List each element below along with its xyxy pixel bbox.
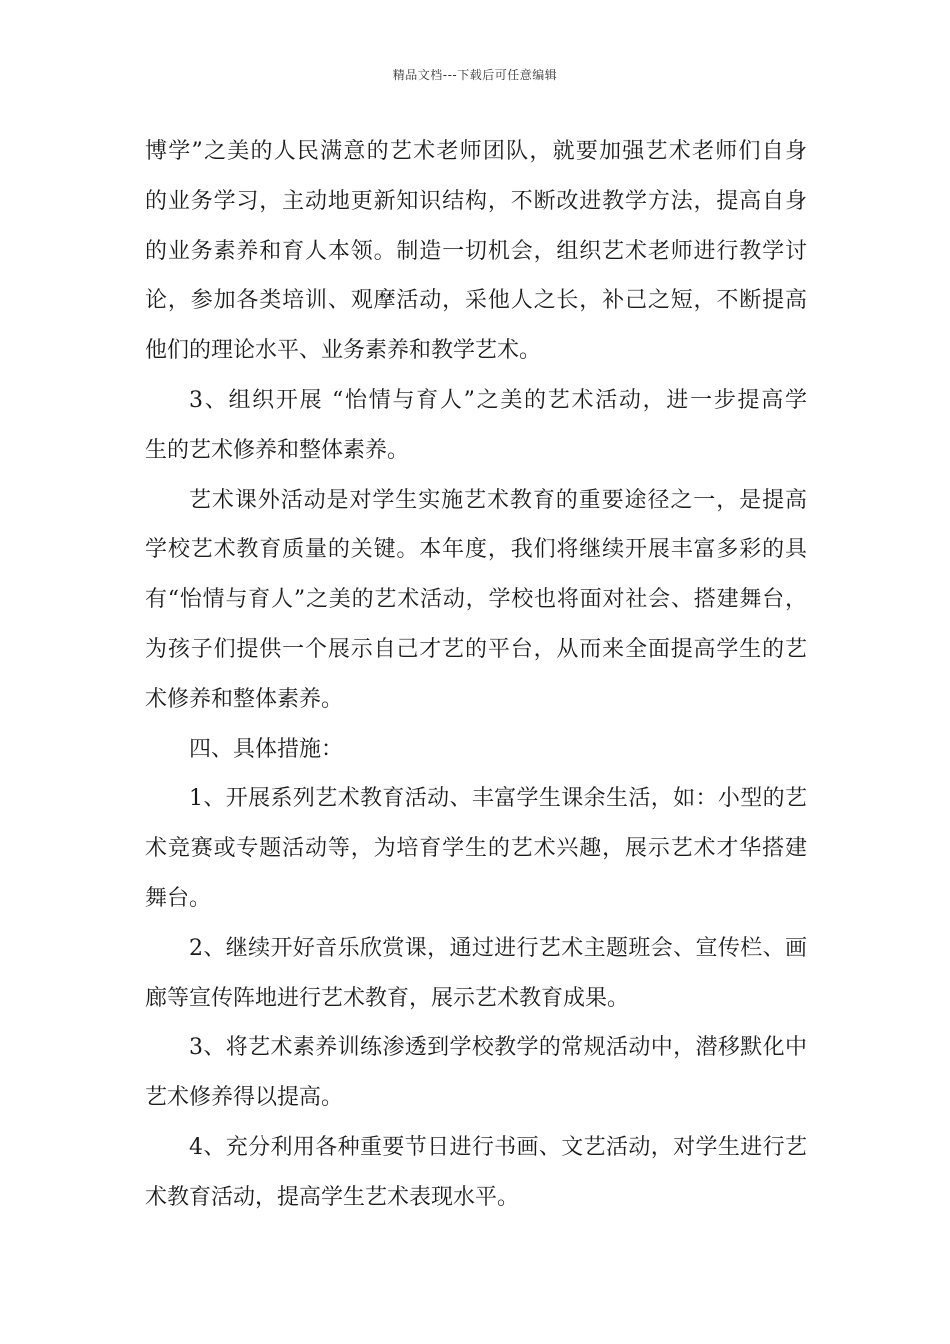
text-line: 的业务素养和育人本领。制造一切机会，组织艺术老师进行教学讨 (145, 238, 807, 264)
text-line: 3、组织开展 “怡情与育人”之美的艺术活动，进一步提高学 (189, 387, 807, 413)
text-line: 术竞赛或专题活动等，为培育学生的艺术兴趣，展示艺术才华搭建 (145, 836, 807, 862)
text-line: 有“怡情与育人”之美的艺术活动，学校也将面对社会、搭建舞台， (145, 587, 807, 613)
text-line: 博学”之美的人民满意的艺术老师团队，就要加强艺术老师们自身 (145, 139, 807, 164)
text-line: 四、具体措施： (189, 736, 344, 762)
text-line: 艺术课外活动是对学生实施艺术教育的重要途径之一，是提高 (189, 487, 807, 513)
text-line: 2、继续开好音乐欣赏课，通过进行艺术主题班会、宣传栏、画 (189, 935, 807, 961)
text-line: 的业务学习，主动地更新知识结构，不断改进教学方法，提高自身 (145, 188, 807, 214)
page-header: 精品文档---下载后可任意编辑 (392, 68, 558, 82)
text-line: 廊等宣传阵地进行艺术教育，展示艺术教育成果。 (145, 985, 630, 1011)
text-line: 舞台。 (145, 885, 212, 911)
text-line: 4、充分利用各种重要节日进行书画、文艺活动，对学生进行艺 (189, 1134, 807, 1160)
text-line: 术教育活动，提高学生艺术表现水平。 (145, 1184, 520, 1210)
text-line: 3、将艺术素养训练渗透到学校教学的常规活动中，潜移默化中 (189, 1035, 807, 1061)
text-line: 艺术修养得以提高。 (145, 1085, 344, 1111)
text-line: 生的艺术修养和整体素养。 (145, 437, 410, 463)
text-line: 术修养和整体素养。 (145, 686, 344, 712)
text-line: 论，参加各类培训、观摩活动，采他人之长，补己之短，不断提高 (145, 288, 807, 314)
text-line: 为孩子们提供一个展示自己才艺的平台，从而来全面提高学生的艺 (145, 636, 807, 662)
document-body (145, 127, 807, 1223)
text-line: 学校艺术教育质量的关键。本年度，我们将继续开展丰富多彩的具 (145, 537, 807, 563)
text-line: 1、开展系列艺术教育活动、丰富学生课余生活，如：小型的艺 (189, 786, 807, 812)
text-line: 他们的理论水平、业务素养和教学艺术。 (145, 338, 542, 364)
